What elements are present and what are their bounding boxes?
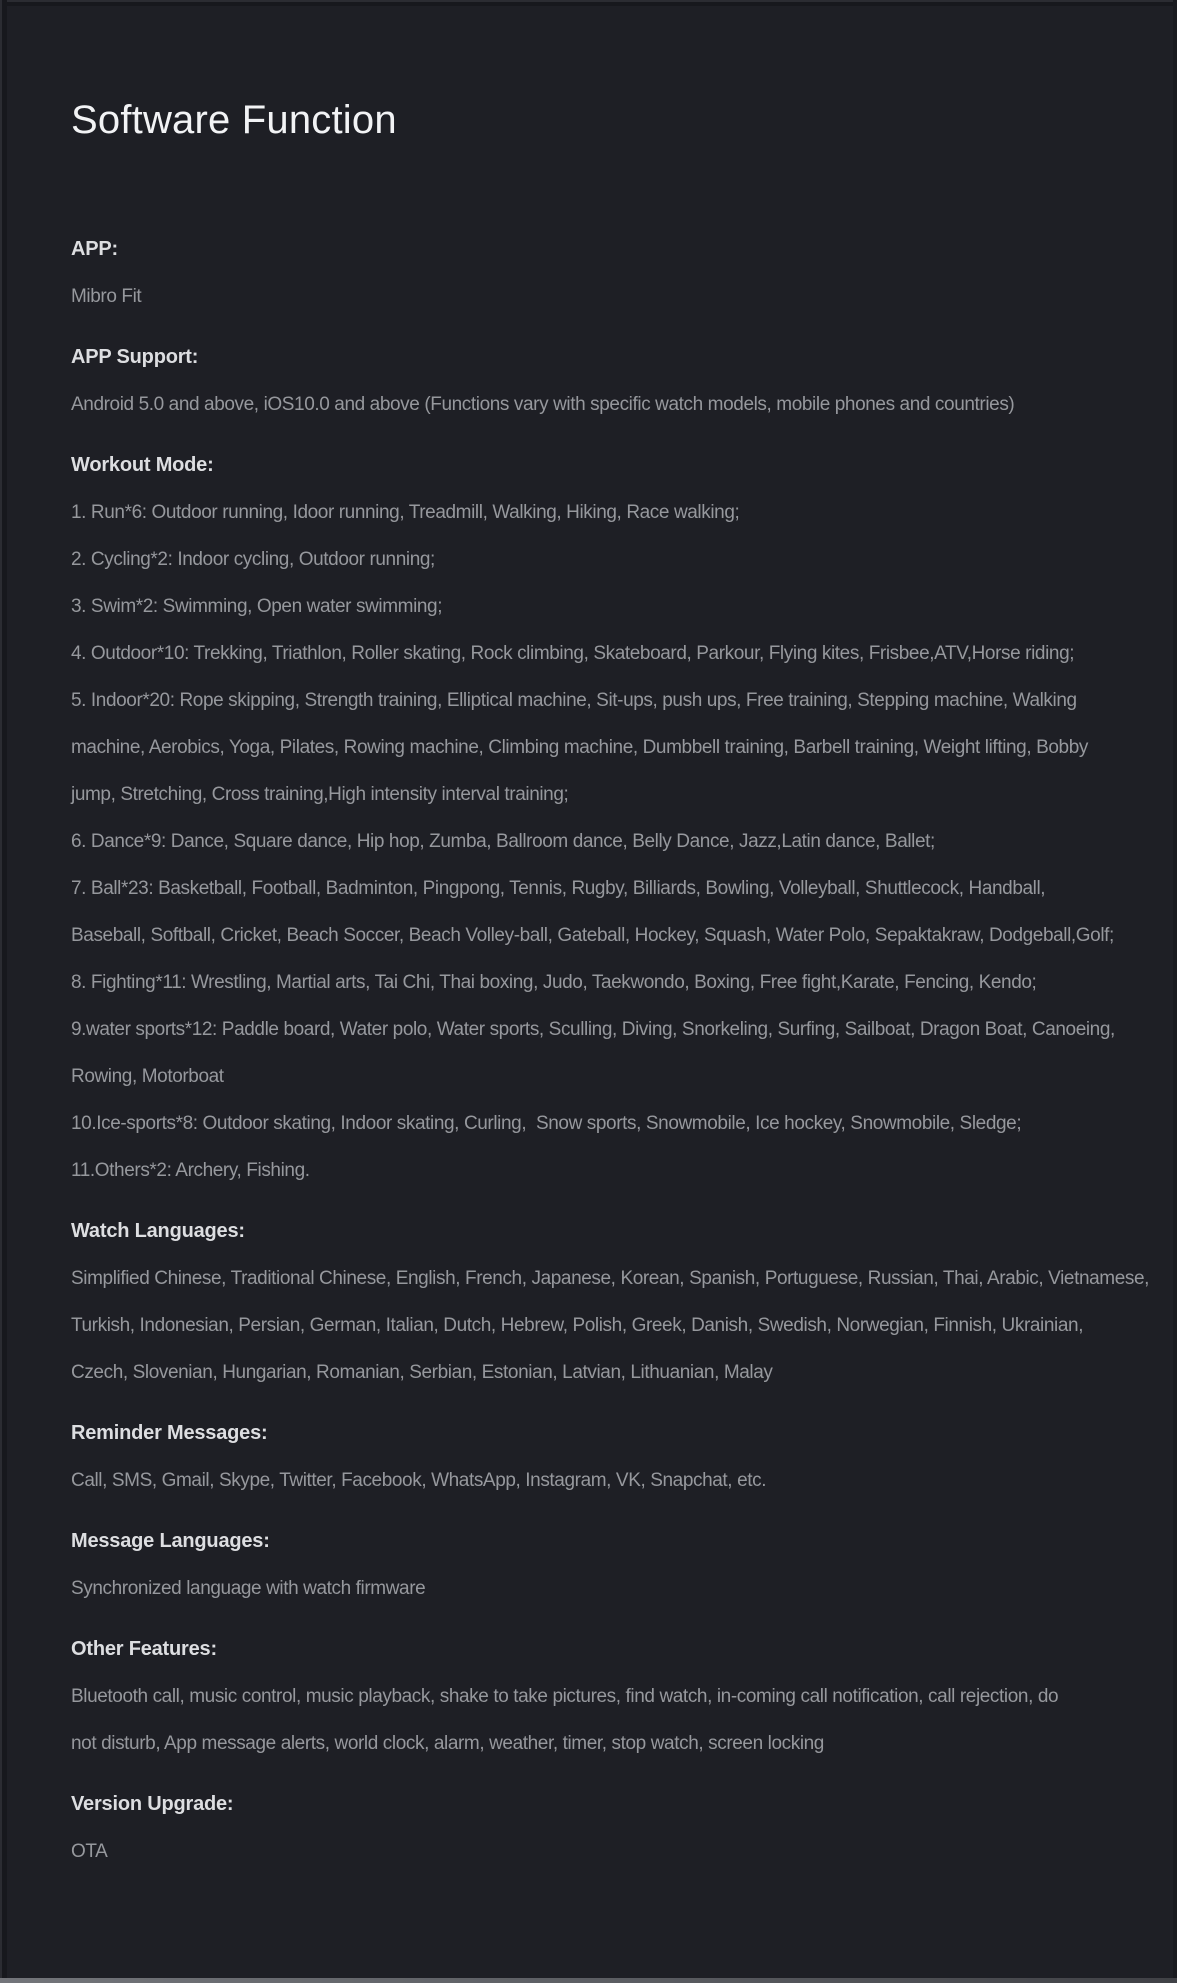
section-line: 8. Fighting*11: Wrestling, Martial arts, Tai Chi, Thai boxing, Judo, Taekwondo, Boxing, Free fight,Karate, Fencing, Kendo; (71, 972, 1037, 993)
section-line: 3. Swim*2: Swimming, Open water swimming; (71, 596, 443, 617)
section-label: Workout Mode: (71, 454, 214, 476)
section-app-support (71, 334, 1137, 428)
section-version-upgrade (71, 1781, 1137, 1875)
section-line: 11.Others*2: Archery, Fishing. (71, 1160, 310, 1181)
section-line: Czech, Slovenian, Hungarian, Romanian, Serbian, Estonian, Latvian, Lithuanian, Malay (71, 1362, 773, 1383)
section-line: jump, Stretching, Cross training,High intensity interval training; (71, 784, 569, 805)
section-other-features (71, 1626, 1137, 1767)
section-reminder-messages (71, 1410, 1137, 1504)
section-label: Version Upgrade: (71, 1793, 234, 1815)
section-line: 2. Cycling*2: Indoor cycling, Outdoor running; (71, 549, 435, 570)
section-line: 4. Outdoor*10: Trekking, Triathlon, Roller skating, Rock climbing, Skateboard, Parkour, Flying kites, Frisbee,ATV,Horse riding; (71, 643, 1075, 664)
section-line: not disturb, App message alerts, world clock, alarm, weather, timer, stop watch, screen locking (71, 1733, 824, 1754)
section-line: Simplified Chinese, Traditional Chinese, English, French, Japanese, Korean, Spanish, Portuguese, Russian, Thai, Arabic, Vietnamese, (71, 1268, 1150, 1289)
section-app (71, 226, 1137, 320)
section-line: Turkish, Indonesian, Persian, German, Italian, Dutch, Hebrew, Polish, Greek, Danish, Swedish, Norwegian, Finnish, Ukrainian, (71, 1315, 1084, 1336)
section-line: machine, Aerobics, Yoga, Pilates, Rowing machine, Climbing machine, Dumbbell training, Barbell training, Weight lifting, Bobby (71, 737, 1088, 758)
section-line: 10.Ice-sports*8: Outdoor skating, Indoor skating, Curling, Snow sports, Snowmobile, Ice hockey, Snowmobile, Sledge; (71, 1113, 1022, 1134)
section-line: 5. Indoor*20: Rope skipping, Strength training, Elliptical machine, Sit-ups, push ups, Free training, Stepping machine, Walking (71, 690, 1077, 711)
bottom-strip (0, 1978, 1177, 1983)
section-line: Baseball, Softball, Cricket, Beach Soccer, Beach Volley-ball, Gateball, Hockey, Squash, Water Polo, Sepaktakraw, Dodgeball,Golf; (71, 925, 1114, 946)
section-label: APP Support: (71, 346, 199, 368)
section-line: 6. Dance*9: Dance, Square dance, Hip hop, Zumba, Ballroom dance, Belly Dance, Jazz,Latin dance, Ballet; (71, 831, 935, 852)
section-line: Bluetooth call, music control, music playback, shake to take pictures, find watch, in-coming call notification, call rejection, do (71, 1686, 1059, 1707)
section-line: Synchronized language with watch firmware (71, 1578, 426, 1599)
section-workout-mode (71, 442, 1137, 1194)
section-line: 9.water sports*12: Paddle board, Water polo, Water sports, Sculling, Diving, Snorkeling, Surfing, Sailboat, Dragon Boat, Canoeing, (71, 1019, 1115, 1040)
section-line: 1. Run*6: Outdoor running, Idoor running, Treadmill, Walking, Hiking, Race walking; (71, 502, 740, 523)
section-message-languages (71, 1518, 1137, 1612)
section-label: Reminder Messages: (71, 1422, 268, 1444)
section-label: Other Features: (71, 1638, 217, 1660)
section-line: OTA (71, 1841, 108, 1862)
section-line: Android 5.0 and above, iOS10.0 and above (Functions vary with specific watch models, mobile phones and countries) (71, 394, 1015, 415)
section-line: Mibro Fit (71, 286, 142, 307)
section-watch-languages (71, 1208, 1150, 1396)
section-label: Watch Languages: (71, 1220, 245, 1242)
section-label: APP: (71, 238, 118, 260)
page-title: Software Function (71, 98, 397, 142)
section-line: Rowing, Motorboat (71, 1066, 224, 1087)
section-label: Message Languages: (71, 1530, 270, 1552)
section-line: Call, SMS, Gmail, Skype, Twitter, Facebook, WhatsApp, Instagram, VK, Snapchat, etc. (71, 1470, 767, 1491)
section-line: 7. Ball*23: Basketball, Football, Badminton, Pingpong, Tennis, Rugby, Billiards, Bowling, Volleyball, Shuttlecock, Handball, (71, 878, 1046, 899)
